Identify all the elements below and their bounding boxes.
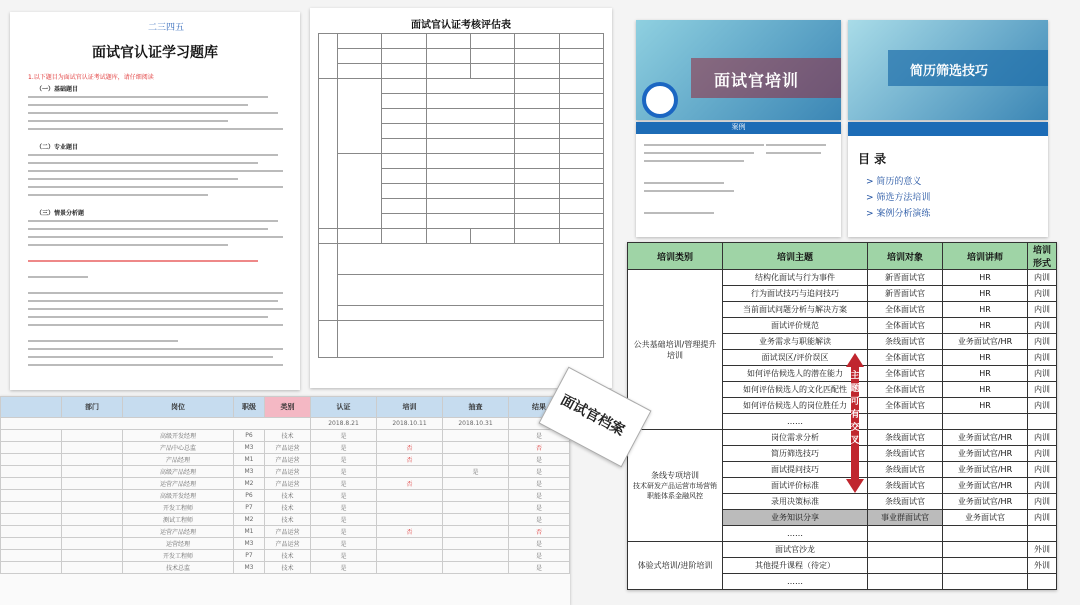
plan-cell: 内训 <box>1028 286 1057 302</box>
text-line <box>644 160 744 162</box>
plan-category-label: 条线专项培训 <box>651 471 699 480</box>
table-row <box>1 442 570 454</box>
cell: 产品中心总监 <box>123 442 234 454</box>
text-line <box>28 236 283 238</box>
plan-cell: 内训 <box>1028 334 1057 350</box>
text-line <box>644 144 764 146</box>
text-line <box>28 300 278 302</box>
plan-cell: 条线面试官 <box>868 462 943 478</box>
plan-cell <box>943 542 1028 558</box>
plan-cell: 内训 <box>1028 462 1057 478</box>
cell: 产品运营 <box>265 478 311 490</box>
table-row <box>1 490 570 502</box>
plan-row: …… <box>628 574 1057 590</box>
cell <box>377 430 443 442</box>
arrow-label: 主题可有交叉 <box>850 371 860 446</box>
cell: 否 <box>509 442 570 454</box>
plan-cell: HR <box>943 286 1028 302</box>
cell <box>377 538 443 550</box>
spreadsheet-table <box>0 396 570 574</box>
plan-category <box>628 430 723 542</box>
cell: 产品运营 <box>265 466 311 478</box>
cell: 是 <box>311 430 377 442</box>
cell <box>377 466 443 478</box>
cell: 是 <box>311 526 377 538</box>
plan-cell: 简历筛选技巧 <box>723 446 868 462</box>
cell: 运营经理 <box>123 538 234 550</box>
section-heading: （二）专业题目 <box>36 144 79 151</box>
brand-logo-icon <box>642 82 678 118</box>
cell: M1 <box>234 454 265 466</box>
text-line <box>28 162 258 164</box>
cell <box>377 490 443 502</box>
archive-label-text: 面试官档案 <box>557 392 628 440</box>
text-line <box>28 276 88 278</box>
plan-cell: 内训 <box>1028 366 1057 382</box>
text-line <box>28 316 268 318</box>
cell: P7 <box>234 550 265 562</box>
cell: M3 <box>234 466 265 478</box>
plan-header: 培训主题 <box>723 243 868 270</box>
column-header: 职级 <box>234 397 265 418</box>
plan-cell: HR <box>943 350 1028 366</box>
text-line <box>28 154 278 156</box>
cell: 是 <box>509 430 570 442</box>
text-line <box>28 194 208 196</box>
text-line <box>28 228 268 230</box>
cell: 开发工程师 <box>123 502 234 514</box>
cell <box>443 502 509 514</box>
text-line <box>28 308 283 310</box>
plan-cell: 条线面试官 <box>868 430 943 446</box>
cell <box>443 454 509 466</box>
cell: 技术 <box>265 562 311 574</box>
text-line <box>644 182 724 184</box>
plan-cell: 面试官沙龙 <box>723 542 868 558</box>
cell: 测试工程师 <box>123 514 234 526</box>
cell: P6 <box>234 430 265 442</box>
cell: 是 <box>509 478 570 490</box>
plan-cell: 如何评估候选人的潜在能力 <box>723 366 868 382</box>
plan-cell: HR <box>943 302 1028 318</box>
plan-header: 培训对象 <box>868 243 943 270</box>
contents-slide <box>848 122 1048 237</box>
cell: P6 <box>234 490 265 502</box>
cell: 技术 <box>265 514 311 526</box>
text-line <box>644 152 754 154</box>
plan-header: 培训形式 <box>1028 243 1057 270</box>
section-heading: （一）基础题目 <box>36 86 79 93</box>
plan-cell: 岗位需求分析 <box>723 430 868 446</box>
plan-cell: 面试评价规范 <box>723 318 868 334</box>
cell: 否 <box>377 442 443 454</box>
slide-title: 面试官培训 <box>714 71 800 90</box>
plan-cell: 业务面试官/HR <box>943 430 1028 446</box>
table-row <box>1 478 570 490</box>
cell: 否 <box>509 526 570 538</box>
cell: P7 <box>234 502 265 514</box>
cell: 是 <box>311 562 377 574</box>
text-line <box>28 244 228 246</box>
table-row <box>1 550 570 562</box>
cell: 技术总监 <box>123 562 234 574</box>
plan-row <box>628 430 1057 446</box>
cell: 是 <box>509 490 570 502</box>
cell: 产品运营 <box>265 442 311 454</box>
text-line <box>28 292 283 294</box>
text-line <box>644 190 734 192</box>
training-plan-table <box>627 242 1057 590</box>
plan-cell: 面试提问技巧 <box>723 462 868 478</box>
company-logo: 二三四五 <box>148 23 185 33</box>
text-line <box>28 170 283 172</box>
plan-cell: 全体面试官 <box>868 382 943 398</box>
plan-cell: 内训 <box>1028 302 1057 318</box>
cell: 是 <box>311 478 377 490</box>
plan-cell: HR <box>943 270 1028 286</box>
plan-cell: 业务面试官 <box>943 510 1028 526</box>
text-line <box>28 104 248 106</box>
text-line <box>28 186 283 188</box>
plan-cell: 内训 <box>1028 446 1057 462</box>
cell: 是 <box>311 550 377 562</box>
cell: 产品经理 <box>123 454 234 466</box>
text-line <box>28 128 283 130</box>
plan-row <box>628 542 1057 558</box>
date-header: 2018.10.11 <box>377 418 443 430</box>
text-line <box>28 340 178 342</box>
column-header: 认证 <box>311 397 377 418</box>
cell <box>443 514 509 526</box>
section-heading: （三）情景分析题 <box>36 210 85 217</box>
column-header: 结果 <box>509 397 570 418</box>
text-line <box>766 144 826 146</box>
evaluation-form-title: 面试官认证考核评估表 <box>411 20 511 31</box>
plan-cell: 全体面试官 <box>868 350 943 366</box>
slide-title: 简历筛选技巧 <box>910 64 989 79</box>
contents-item: > 案例分析演练 <box>866 209 931 219</box>
text-line <box>28 348 283 350</box>
table-row <box>1 430 570 442</box>
cell: 是 <box>443 466 509 478</box>
text-line <box>28 364 283 366</box>
cell <box>377 562 443 574</box>
plan-row: …… <box>628 526 1057 542</box>
plan-cell: 内训 <box>1028 494 1057 510</box>
plan-cell: 面试评价标准 <box>723 478 868 494</box>
plan-cell: 其他提升课程（待定） <box>723 558 868 574</box>
plan-cell: 结构化面试与行为事件 <box>723 270 868 286</box>
question-bank-title: 面试官认证学习题库 <box>92 45 218 61</box>
cell: 是 <box>311 514 377 526</box>
plan-cell <box>943 558 1028 574</box>
date-header: 2018.8.21 <box>311 418 377 430</box>
cell: 产品运营 <box>265 538 311 550</box>
cell: 高级产品经理 <box>123 466 234 478</box>
column-header: 培训 <box>377 397 443 418</box>
cell <box>377 502 443 514</box>
cell: 否 <box>377 454 443 466</box>
evaluation-form-table <box>318 33 604 358</box>
case-slide <box>636 122 841 237</box>
cell <box>443 550 509 562</box>
plan-cell <box>868 542 943 558</box>
text-line <box>28 178 238 180</box>
cell: 运营产品经理 <box>123 478 234 490</box>
plan-cell: HR <box>943 366 1028 382</box>
plan-category: 体验式培训/进阶培训 <box>628 542 723 590</box>
plan-cell <box>868 558 943 574</box>
cell: 技术 <box>265 430 311 442</box>
table-row <box>1 562 570 574</box>
plan-row <box>628 270 1057 286</box>
cell <box>443 490 509 502</box>
cell: 是 <box>509 454 570 466</box>
cell: M3 <box>234 562 265 574</box>
cell <box>377 550 443 562</box>
question-bank-document <box>10 12 300 390</box>
cell: 产品运营 <box>265 526 311 538</box>
plan-cell: 内训 <box>1028 510 1057 526</box>
text-line <box>28 356 273 358</box>
plan-cell: 条线面试官 <box>868 334 943 350</box>
plan-cell: 业务知识分享 <box>723 510 868 526</box>
plan-cell: 新晋面试官 <box>868 286 943 302</box>
plan-header: 培训讲师 <box>943 243 1028 270</box>
cell <box>443 538 509 550</box>
evaluation-form-document <box>310 8 612 388</box>
plan-cell: 如何评估候选人的文化匹配性 <box>723 382 868 398</box>
column-header: 抽查 <box>443 397 509 418</box>
plan-cell: 如何评估候选人的岗位胜任力 <box>723 398 868 414</box>
cell <box>443 430 509 442</box>
plan-cell: 业务面试官/HR <box>943 462 1028 478</box>
text-line <box>28 96 268 98</box>
date-header: 2018.10.31 <box>443 418 509 430</box>
interviewer-spreadsheet <box>0 396 570 605</box>
cell <box>443 562 509 574</box>
plan-cell: 录用决策标准 <box>723 494 868 510</box>
resume-screening-slide <box>848 20 1048 120</box>
red-note: 1.以下题目为面试官认证考试题库，请仔细阅读 <box>28 74 154 81</box>
cell: 是 <box>509 562 570 574</box>
plan-cell: 面试误区/评价误区 <box>723 350 868 366</box>
table-row <box>1 502 570 514</box>
cell <box>443 442 509 454</box>
cell <box>377 514 443 526</box>
text-line <box>644 212 714 214</box>
text-line <box>28 324 283 326</box>
plan-cell: 内训 <box>1028 398 1057 414</box>
plan-cell: 内训 <box>1028 270 1057 286</box>
cell: 是 <box>509 550 570 562</box>
column-header: 类别 <box>265 397 311 418</box>
cell: 是 <box>509 514 570 526</box>
contents-header-bar <box>848 122 1048 136</box>
cell: 开发工程师 <box>123 550 234 562</box>
cell: 是 <box>509 538 570 550</box>
cell: M2 <box>234 514 265 526</box>
cell: 是 <box>509 466 570 478</box>
plan-cell: 事业群面试官 <box>868 510 943 526</box>
text-line <box>28 260 258 262</box>
table-row <box>1 538 570 550</box>
cell: 是 <box>311 466 377 478</box>
cell: 是 <box>311 538 377 550</box>
plan-cell: 内训 <box>1028 350 1057 366</box>
plan-cell: HR <box>943 398 1028 414</box>
cell <box>443 478 509 490</box>
cell: 高级开发经理 <box>123 490 234 502</box>
text-line <box>28 120 228 122</box>
plan-cell: HR <box>943 318 1028 334</box>
plan-cell: 条线面试官 <box>868 446 943 462</box>
plan-cell: 业务面试官/HR <box>943 446 1028 462</box>
table-row <box>1 454 570 466</box>
cell: 高级开发经理 <box>123 430 234 442</box>
cell: M3 <box>234 538 265 550</box>
table-row <box>1 466 570 478</box>
plan-subcategory: 技术研发产品运营市场营销职能体系金融风控 <box>633 482 717 500</box>
cell: M1 <box>234 526 265 538</box>
text-line <box>766 152 821 154</box>
contents-item: > 筛选方法培训 <box>866 193 931 203</box>
cell <box>443 526 509 538</box>
plan-cell: 内训 <box>1028 382 1057 398</box>
plan-cell: 外训 <box>1028 542 1057 558</box>
plan-header: 培训类别 <box>628 243 723 270</box>
cell: 是 <box>311 502 377 514</box>
plan-cell: 全体面试官 <box>868 302 943 318</box>
plan-cell: 新晋面试官 <box>868 270 943 286</box>
text-line <box>28 112 278 114</box>
cell: 否 <box>377 526 443 538</box>
contents-item: > 简历的意义 <box>866 177 922 187</box>
cell: 产品运营 <box>265 454 311 466</box>
plan-cell: 业务面试官/HR <box>943 494 1028 510</box>
text-line <box>28 220 278 222</box>
cell: M3 <box>234 442 265 454</box>
plan-cell: 业务面试官/HR <box>943 334 1028 350</box>
cell: 运营产品经理 <box>123 526 234 538</box>
cell: 是 <box>311 490 377 502</box>
cell: 技术 <box>265 502 311 514</box>
cell: 技术 <box>265 490 311 502</box>
plan-cell: 条线面试官 <box>868 494 943 510</box>
cell: 是 <box>311 454 377 466</box>
plan-cell: 全体面试官 <box>868 398 943 414</box>
plan-cell: 外训 <box>1028 558 1057 574</box>
plan-row: …… <box>628 414 1057 430</box>
cell: 是 <box>509 502 570 514</box>
plan-cell: 条线面试官 <box>868 478 943 494</box>
column-header: 岗位 <box>123 397 234 418</box>
cell: 技术 <box>265 550 311 562</box>
plan-cell: 全体面试官 <box>868 318 943 334</box>
cell: 否 <box>377 478 443 490</box>
plan-cell: 内训 <box>1028 430 1057 446</box>
case-header: 案例 <box>636 122 841 134</box>
plan-cell: 业务需求与职能解读 <box>723 334 868 350</box>
plan-cell: 内训 <box>1028 478 1057 494</box>
plan-cell: 内训 <box>1028 318 1057 334</box>
plan-cell: HR <box>943 382 1028 398</box>
contents-title: 目 录 <box>858 152 887 166</box>
plan-cell: 业务面试官/HR <box>943 478 1028 494</box>
column-header: 部门 <box>62 397 123 418</box>
table-row <box>1 514 570 526</box>
plan-cell: 行为面试技巧与追问技巧 <box>723 286 868 302</box>
table-row <box>1 526 570 538</box>
plan-cell: 全体面试官 <box>868 366 943 382</box>
cell: M2 <box>234 478 265 490</box>
plan-category: 公共基础培训/管理提升培训 <box>628 270 723 430</box>
cell: 是 <box>311 442 377 454</box>
plan-cell: 当前面试问题分析与解决方案 <box>723 302 868 318</box>
interviewer-training-slide <box>636 20 841 120</box>
